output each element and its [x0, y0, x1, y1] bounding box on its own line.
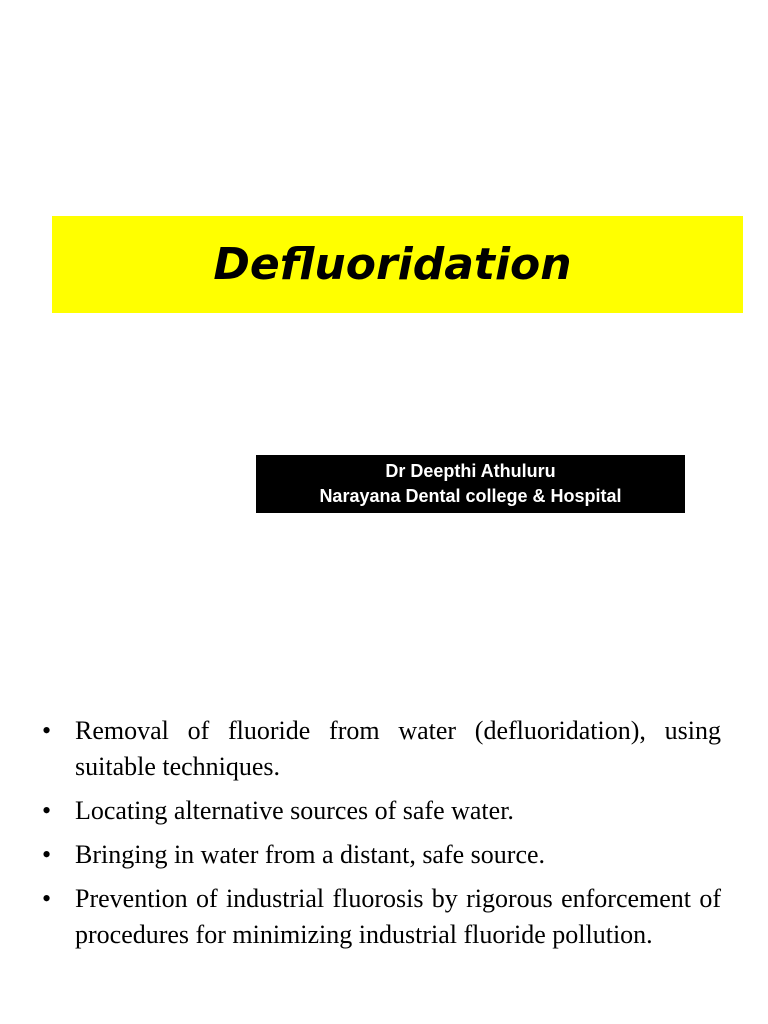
- bullet-item-alternative-sources: [40, 793, 721, 829]
- bullet-marker: •: [42, 796, 52, 825]
- bullet-text: Prevention of industrial fluorosis by rigorous enforcement of procedures for minimizing industrial fluoride pollution.: [75, 884, 721, 949]
- bullet-marker: •: [42, 716, 52, 745]
- bullet-item-distant-source: [40, 837, 721, 873]
- bullet-marker: •: [42, 884, 52, 913]
- author-name: Dr Deepthi Athuluru: [385, 461, 556, 481]
- bullet-marker: •: [42, 840, 52, 869]
- title-banner: [52, 216, 743, 313]
- bullet-item-removal: [40, 713, 721, 785]
- bullet-item-industrial-prevention: [40, 881, 721, 953]
- content-slide: [0, 660, 768, 1024]
- author-affiliation: Narayana Dental college & Hospital: [319, 486, 622, 506]
- bullet-text: Bringing in water from a distant, safe source.: [75, 840, 546, 869]
- bullet-list: [40, 713, 721, 961]
- bullet-text: Removal of fluoride from water (defluoridation), using suitable techniques.: [75, 716, 721, 781]
- slide-title: Defluoridation: [213, 239, 572, 290]
- bullet-text: Locating alternative sources of safe water.: [75, 796, 514, 825]
- author-box: [256, 455, 685, 513]
